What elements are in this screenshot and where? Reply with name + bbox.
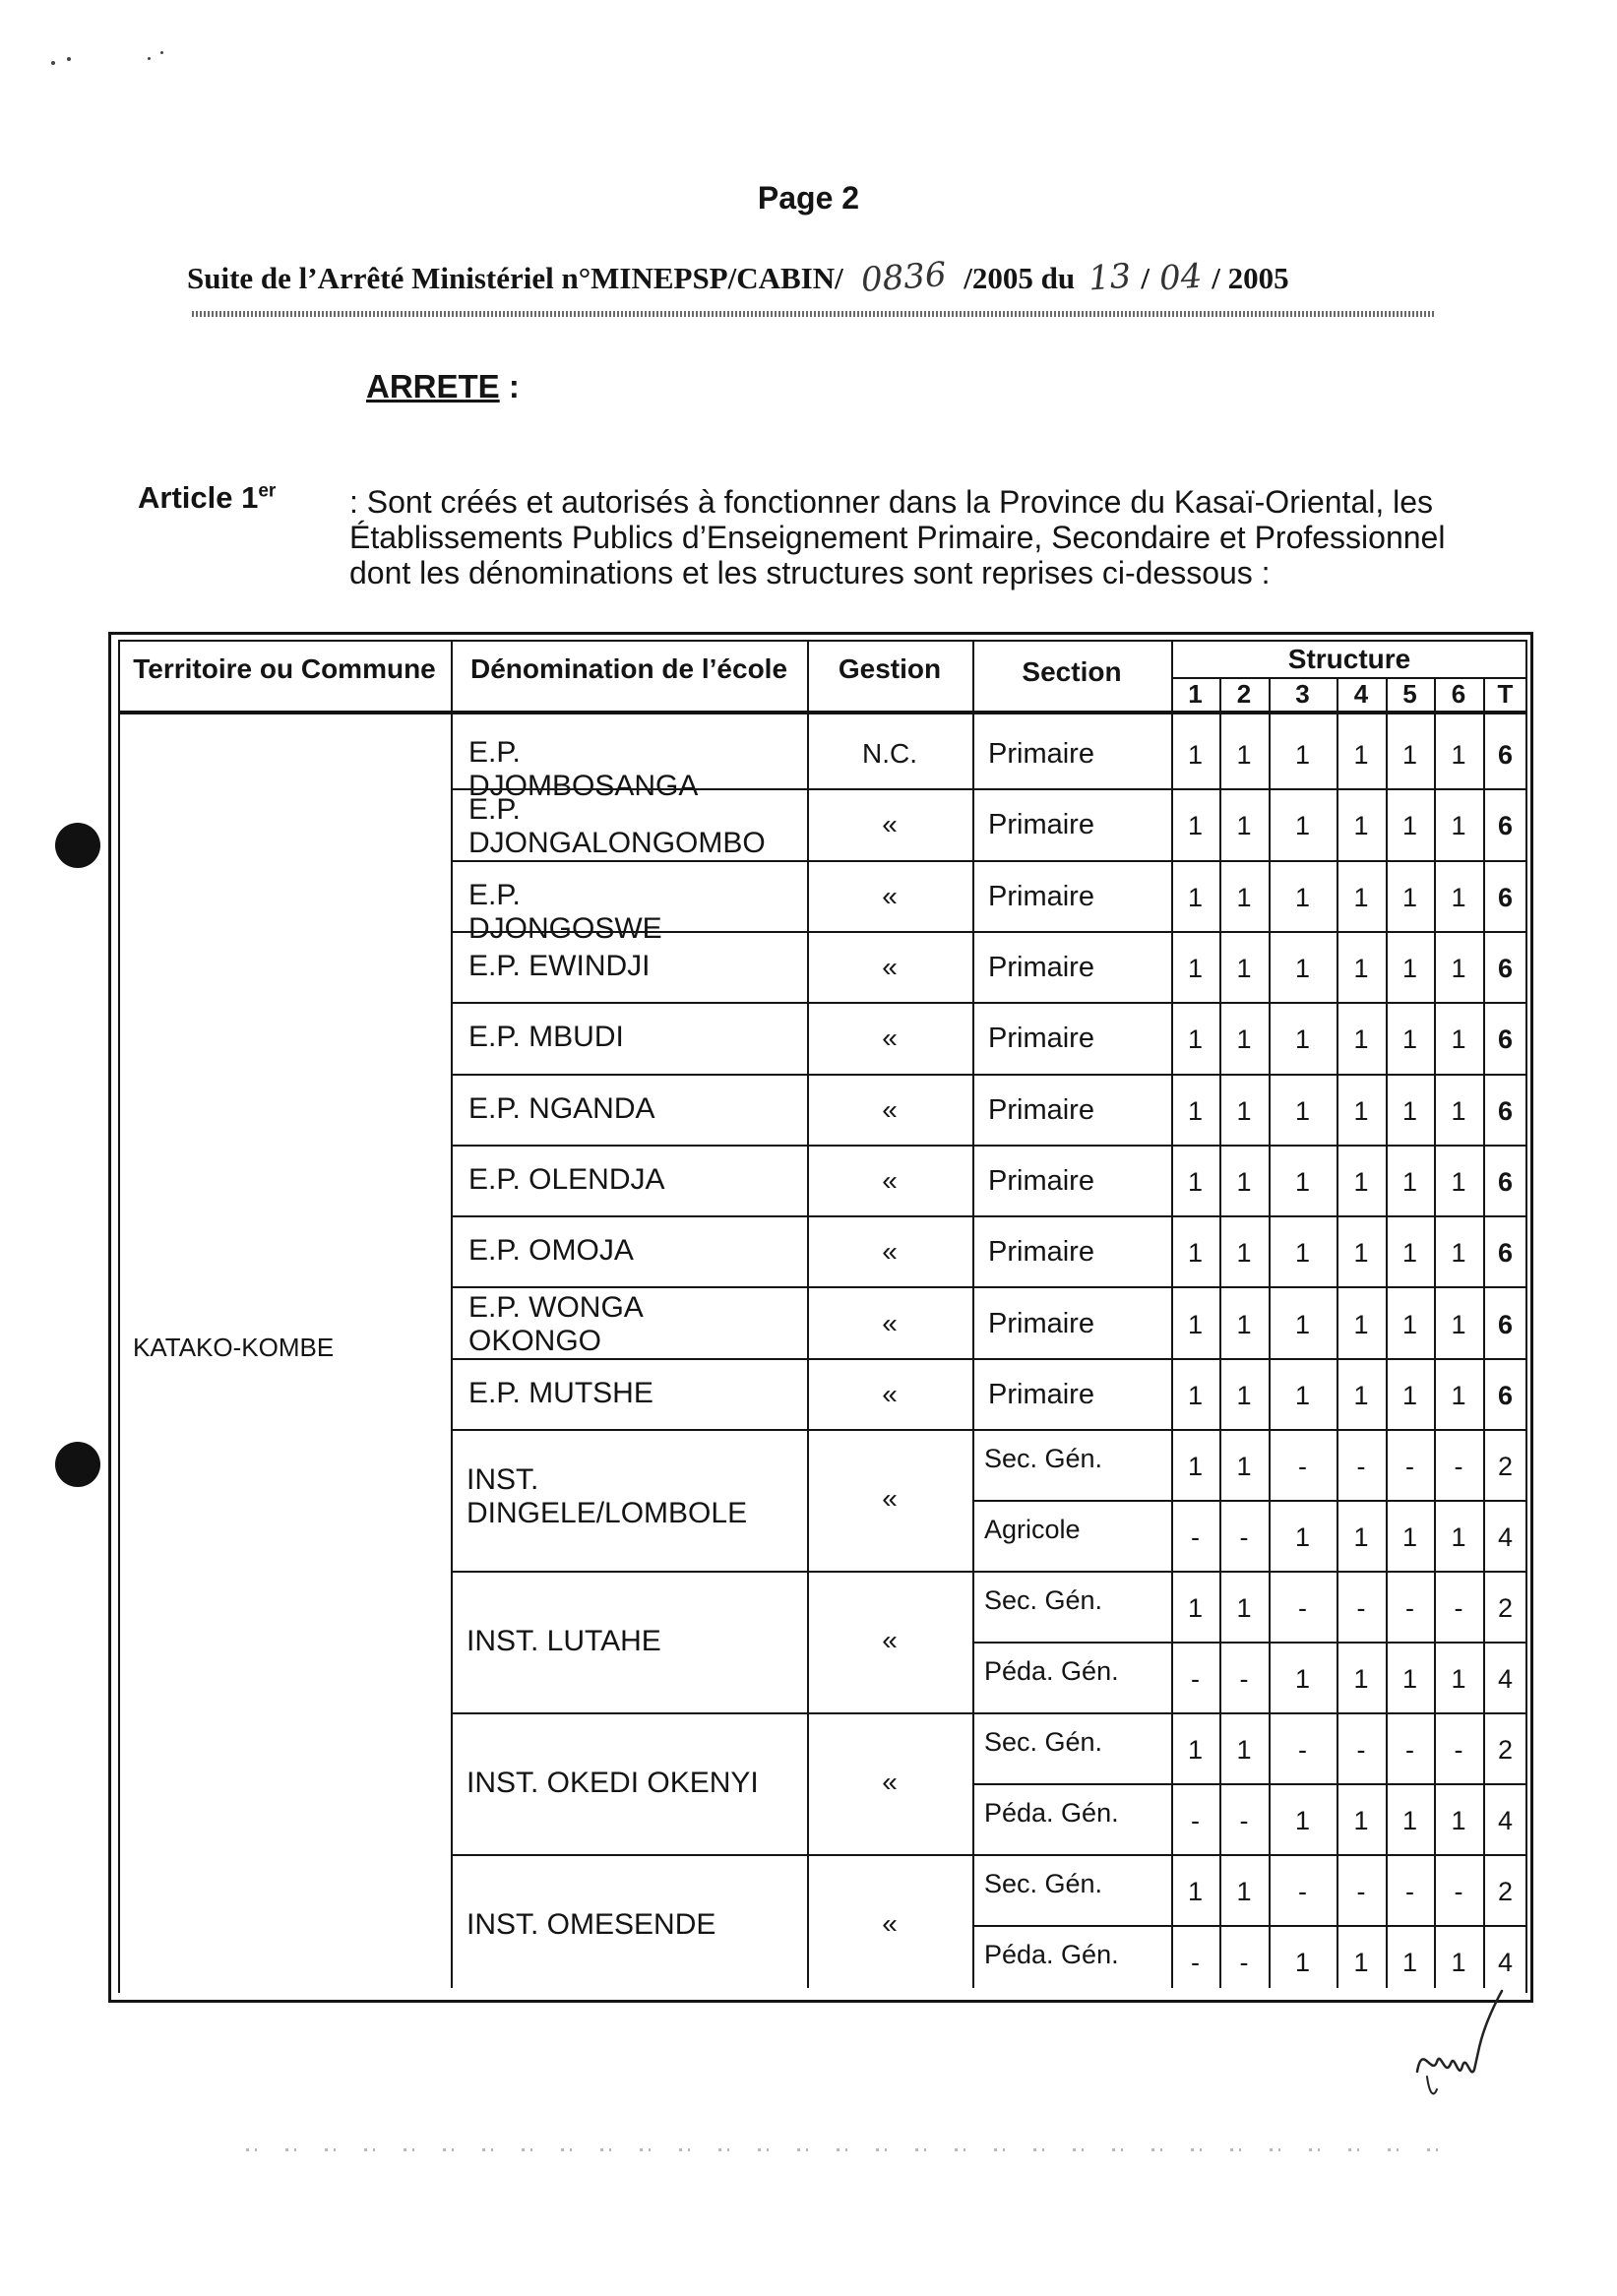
structure-cell: 1 bbox=[1236, 1309, 1252, 1339]
structure-cell: 1 bbox=[1236, 740, 1252, 771]
structure-cell: - bbox=[1191, 1664, 1200, 1694]
arrete-year-segment: /2005 du bbox=[964, 261, 1076, 295]
scan-speck bbox=[51, 61, 55, 65]
structure-cell: 1 bbox=[1401, 1166, 1418, 1197]
header-structure-col-6: 6 bbox=[1451, 679, 1466, 709]
section-value: Péda. Gén. bbox=[984, 1798, 1119, 1828]
section-value: Sec. Gén. bbox=[984, 1585, 1103, 1615]
section-value: Primaire bbox=[988, 1164, 1094, 1197]
structure-cell: 1 bbox=[1451, 1380, 1466, 1410]
gestion-value: « bbox=[882, 1023, 898, 1054]
section-value: Péda. Gén. bbox=[984, 1656, 1119, 1686]
structure-total: 4 bbox=[1497, 1522, 1514, 1552]
structure-cell: 1 bbox=[1187, 1309, 1204, 1339]
structure-cell: - bbox=[1191, 1806, 1200, 1835]
structure-cell: 1 bbox=[1236, 1095, 1252, 1126]
structure-total: 6 bbox=[1497, 1380, 1514, 1410]
header-denomination: Dénomination de l’école bbox=[469, 653, 788, 684]
structure-cell: 1 bbox=[1236, 1735, 1252, 1765]
structure-cell: 1 bbox=[1353, 740, 1369, 771]
structure-cell: 1 bbox=[1401, 1095, 1418, 1126]
territoire-name: KATAKO-KOMBE bbox=[133, 1333, 335, 1362]
structure-cell: 1 bbox=[1236, 1452, 1252, 1481]
structure-cell: 1 bbox=[1451, 1238, 1466, 1269]
structure-cell: - bbox=[1191, 1522, 1200, 1552]
school-name: INST. OMESENDE bbox=[466, 1908, 716, 1941]
structure-cell: 1 bbox=[1294, 882, 1311, 912]
structure-cell: 1 bbox=[1353, 954, 1369, 984]
table-row-divider bbox=[451, 1571, 1527, 1573]
section-row-divider bbox=[972, 1500, 1527, 1502]
structure-total: 4 bbox=[1497, 1664, 1514, 1694]
table-column-divider bbox=[972, 640, 974, 1988]
structure-cell: 1 bbox=[1401, 882, 1418, 912]
structure-cell: - bbox=[1298, 1877, 1307, 1906]
table-row-divider bbox=[451, 1286, 1527, 1288]
structure-total: 2 bbox=[1497, 1735, 1514, 1765]
structure-cell: 1 bbox=[1187, 882, 1204, 912]
structure-cell: 1 bbox=[1451, 1095, 1466, 1126]
structure-total: 6 bbox=[1497, 1166, 1514, 1197]
article-label bbox=[138, 480, 276, 516]
structure-cell: - bbox=[1356, 1877, 1366, 1906]
gestion-value: « bbox=[882, 1378, 898, 1409]
scan-noise-line bbox=[246, 2148, 1447, 2151]
structure-cell: 1 bbox=[1451, 1309, 1466, 1339]
gestion-value: « bbox=[882, 880, 898, 911]
structure-cell: 1 bbox=[1236, 1238, 1252, 1269]
section-value: Sec. Gén. bbox=[984, 1869, 1103, 1898]
structure-cell: - bbox=[1356, 1735, 1366, 1765]
gestion-value: « bbox=[882, 1625, 898, 1655]
section-value: Primaire bbox=[988, 952, 1094, 984]
header-structure-col-T: T bbox=[1497, 679, 1514, 709]
structure-total: 6 bbox=[1497, 1024, 1514, 1055]
structure-cell: - bbox=[1239, 1948, 1249, 1977]
structure-cell: 1 bbox=[1451, 1948, 1466, 1977]
structure-total: 4 bbox=[1497, 1806, 1514, 1835]
header-gestion: Gestion bbox=[838, 653, 942, 684]
structure-cell: 1 bbox=[1353, 1806, 1369, 1835]
structure-cell: 1 bbox=[1294, 1380, 1311, 1410]
school-name: INST. LUTAHE bbox=[466, 1625, 661, 1657]
section-value: Péda. Gén. bbox=[984, 1940, 1119, 1969]
structure-cell: - bbox=[1298, 1735, 1307, 1765]
section-value: Primaire bbox=[988, 738, 1094, 771]
structure-cell: 1 bbox=[1236, 1024, 1252, 1055]
structure-cell: - bbox=[1454, 1735, 1463, 1765]
structure-cell: 1 bbox=[1294, 1024, 1311, 1055]
header-dotted-rule bbox=[192, 311, 1434, 317]
gestion-value: « bbox=[882, 952, 898, 983]
structure-cell: 1 bbox=[1187, 1166, 1204, 1197]
section-value: Primaire bbox=[988, 809, 1094, 841]
structure-cell: - bbox=[1298, 1452, 1307, 1481]
structure-total: 4 bbox=[1497, 1948, 1514, 1977]
structure-cell: 1 bbox=[1353, 1522, 1369, 1552]
section-value: Primaire bbox=[988, 1307, 1094, 1339]
header-structure-col-2: 2 bbox=[1236, 679, 1252, 709]
school-name: INST. DINGELE/LOMBOLE bbox=[466, 1463, 748, 1529]
article-text: : Sont créés et autorisés à fonctionner dans la Province du Kasaï-Oriental, les Établissements Publics d’Enseignement Primaire, Secondaire et Professionnel dont les dénominations et les structures sont reprises ci-dessous : bbox=[349, 484, 1446, 590]
article-label-sup: er bbox=[258, 480, 277, 502]
table-row-divider bbox=[451, 1074, 1527, 1076]
structure-cell: 1 bbox=[1401, 1522, 1418, 1552]
structure-cell: 1 bbox=[1187, 1238, 1204, 1269]
structure-cell: 1 bbox=[1187, 1877, 1204, 1906]
structure-cell: 1 bbox=[1451, 882, 1466, 912]
gestion-value: « bbox=[882, 809, 898, 840]
section-value: Primaire bbox=[988, 1236, 1094, 1269]
structure-cell: 1 bbox=[1401, 1380, 1418, 1410]
structure-total: 6 bbox=[1497, 740, 1514, 771]
structure-cell: - bbox=[1454, 1593, 1463, 1623]
header-structure-col-5: 5 bbox=[1402, 679, 1417, 709]
section-row-divider bbox=[972, 1783, 1527, 1785]
school-name: E.P. MUTSHE bbox=[468, 1376, 653, 1409]
structure-cell: 1 bbox=[1451, 1522, 1466, 1552]
structure-cell: 1 bbox=[1451, 954, 1466, 984]
gestion-value: « bbox=[882, 1164, 898, 1196]
structure-cell: 1 bbox=[1236, 1166, 1252, 1197]
table-inner-border-top bbox=[118, 640, 1527, 642]
structure-cell: 1 bbox=[1401, 1309, 1418, 1339]
header-structure-col-4: 4 bbox=[1353, 679, 1369, 709]
structure-cell: - bbox=[1405, 1452, 1414, 1481]
section-value: Primaire bbox=[988, 1023, 1094, 1055]
structure-cell: - bbox=[1298, 1593, 1307, 1623]
structure-cell: 1 bbox=[1236, 1877, 1252, 1906]
school-name: E.P. NGANDA bbox=[468, 1091, 655, 1125]
arrete-year-end: / 2005 bbox=[1212, 261, 1289, 295]
page-number: Page 2 bbox=[757, 180, 860, 216]
structure-total: 6 bbox=[1497, 954, 1514, 984]
structure-cell: 1 bbox=[1236, 1593, 1252, 1623]
structure-cell: 1 bbox=[1294, 1664, 1311, 1694]
structure-cell: 1 bbox=[1294, 1238, 1311, 1269]
structure-cell: 1 bbox=[1294, 1309, 1311, 1339]
structure-cell: 1 bbox=[1401, 1806, 1418, 1835]
gestion-value: « bbox=[882, 1908, 898, 1939]
gestion-value: « bbox=[882, 1307, 898, 1338]
structure-total: 2 bbox=[1497, 1593, 1514, 1623]
punch-hole bbox=[55, 1442, 100, 1487]
header-structure-col-3: 3 bbox=[1295, 679, 1310, 709]
structure-cell: 1 bbox=[1353, 1664, 1369, 1694]
section-value: Primaire bbox=[988, 1093, 1094, 1126]
handwritten-month: 04 bbox=[1157, 256, 1204, 299]
table-row-divider bbox=[451, 1002, 1527, 1004]
structure-cell: 1 bbox=[1451, 740, 1466, 771]
article-label-text: Article 1 bbox=[138, 480, 259, 515]
structure-cell: 1 bbox=[1294, 1095, 1311, 1126]
structure-cell: 1 bbox=[1294, 954, 1311, 984]
school-name: E.P. DJOMBOSANGA bbox=[468, 736, 699, 803]
school-name: INST. OKEDI OKENYI bbox=[466, 1767, 759, 1799]
section-value: Primaire bbox=[988, 880, 1094, 912]
structure-cell: - bbox=[1239, 1664, 1249, 1694]
structure-cell: 1 bbox=[1353, 1166, 1369, 1197]
table-row-divider bbox=[451, 1429, 1527, 1431]
handwritten-arrete-number: 0836 bbox=[859, 255, 948, 300]
structure-total: 6 bbox=[1497, 1238, 1514, 1269]
structure-cell: - bbox=[1405, 1735, 1414, 1765]
structure-cell: 1 bbox=[1451, 1024, 1466, 1055]
structure-cell: 1 bbox=[1187, 954, 1204, 984]
signature bbox=[1407, 1983, 1516, 2111]
structure-total: 6 bbox=[1497, 1095, 1514, 1126]
arrete-title: ARRETE bbox=[366, 368, 500, 404]
structure-cell: 1 bbox=[1236, 882, 1252, 912]
scan-speck bbox=[67, 57, 71, 61]
structure-cell: 1 bbox=[1451, 1166, 1466, 1197]
header-section: Section bbox=[1022, 656, 1122, 687]
handwritten-day: 13 bbox=[1087, 256, 1133, 299]
structure-cell: 1 bbox=[1294, 1166, 1311, 1197]
section-row-divider bbox=[972, 1925, 1527, 1927]
school-name: E.P. DJONGOSWE bbox=[468, 878, 662, 945]
gestion-value: N.C. bbox=[862, 738, 917, 770]
arrete-colon: : bbox=[499, 368, 520, 404]
gestion-value: « bbox=[882, 1483, 898, 1514]
structure-total: 6 bbox=[1497, 1309, 1514, 1339]
header-bottom-rule bbox=[118, 711, 1527, 714]
table-row-divider bbox=[451, 1215, 1527, 1217]
structure-cell: 1 bbox=[1401, 954, 1418, 984]
structure-total: 2 bbox=[1497, 1877, 1514, 1906]
date-separator: / bbox=[1141, 261, 1151, 295]
structure-cell: 1 bbox=[1294, 1806, 1311, 1835]
structure-cell: 1 bbox=[1353, 811, 1369, 841]
section-value: Sec. Gén. bbox=[984, 1727, 1103, 1757]
structure-cell: 1 bbox=[1294, 1948, 1311, 1977]
structure-cell: 1 bbox=[1187, 811, 1204, 841]
school-name: E.P. OMOJA bbox=[468, 1234, 634, 1268]
structure-cell: 1 bbox=[1401, 740, 1418, 771]
structure-cell: 1 bbox=[1236, 1380, 1252, 1410]
structure-cell: 1 bbox=[1187, 740, 1204, 771]
structure-cell: 1 bbox=[1294, 740, 1311, 771]
structure-cell: 1 bbox=[1187, 1593, 1204, 1623]
structure-cell: 1 bbox=[1401, 811, 1418, 841]
table-column-divider bbox=[451, 640, 453, 1988]
structure-cell: 1 bbox=[1451, 811, 1466, 841]
school-name: E.P. MBUDI bbox=[468, 1021, 624, 1054]
table-row-divider bbox=[451, 1854, 1527, 1856]
arrete-reference-prefix: Suite de l’Arrêté Ministériel n°MINEPSP/CABIN/ bbox=[187, 261, 843, 295]
structure-cell: 1 bbox=[1236, 954, 1252, 984]
scan-speck bbox=[160, 51, 163, 54]
punch-hole bbox=[55, 823, 100, 868]
structure-cell: 1 bbox=[1401, 1948, 1418, 1977]
structure-cell: 1 bbox=[1187, 1452, 1204, 1481]
structure-cell: 1 bbox=[1187, 1024, 1204, 1055]
structure-cell: - bbox=[1454, 1877, 1463, 1906]
structure-cell: 1 bbox=[1401, 1238, 1418, 1269]
gestion-value: « bbox=[882, 1767, 898, 1797]
structure-cell: 1 bbox=[1451, 1806, 1466, 1835]
structure-cell: 1 bbox=[1353, 1380, 1369, 1410]
structure-cell: 1 bbox=[1294, 1522, 1311, 1552]
arrete-heading bbox=[366, 368, 520, 405]
section-value: Sec. Gén. bbox=[984, 1444, 1103, 1473]
gestion-value: « bbox=[882, 1236, 898, 1268]
school-name: E.P. DJONGALONGOMBO bbox=[468, 793, 766, 860]
structure-cell: 1 bbox=[1353, 1024, 1369, 1055]
structure-cell: 1 bbox=[1353, 1095, 1369, 1126]
scan-speck bbox=[148, 57, 151, 60]
header-structure-col-1: 1 bbox=[1188, 679, 1203, 709]
structure-cell: - bbox=[1239, 1522, 1249, 1552]
arrete-reference-line bbox=[187, 255, 1289, 300]
structure-total: 2 bbox=[1497, 1452, 1514, 1481]
school-name: E.P. OLENDJA bbox=[468, 1162, 665, 1196]
structure-total: 6 bbox=[1497, 882, 1514, 912]
structure-total: 6 bbox=[1497, 811, 1514, 841]
header-territoire: Territoire ou Commune bbox=[133, 653, 436, 684]
section-value: Agricole bbox=[984, 1515, 1081, 1544]
structure-cell: 1 bbox=[1353, 1309, 1369, 1339]
structure-cell: 1 bbox=[1294, 811, 1311, 841]
structure-cell: - bbox=[1356, 1452, 1366, 1481]
structure-cell: 1 bbox=[1353, 882, 1369, 912]
table-row-divider bbox=[451, 1145, 1527, 1147]
structure-cell: 1 bbox=[1187, 1735, 1204, 1765]
gestion-value: « bbox=[882, 1093, 898, 1125]
header-structure: Structure bbox=[1287, 644, 1411, 674]
school-name: E.P. WONGA OKONGO bbox=[468, 1291, 643, 1358]
structure-cell: - bbox=[1191, 1948, 1200, 1977]
structure-cell: 1 bbox=[1401, 1024, 1418, 1055]
structure-cell: - bbox=[1405, 1593, 1414, 1623]
structure-cell: 1 bbox=[1187, 1095, 1204, 1126]
section-row-divider bbox=[972, 1642, 1527, 1644]
structure-cell: 1 bbox=[1401, 1664, 1418, 1694]
school-name: E.P. EWINDJI bbox=[468, 950, 651, 983]
structure-cell: 1 bbox=[1236, 811, 1252, 841]
structure-cell: - bbox=[1454, 1452, 1463, 1481]
section-value: Primaire bbox=[988, 1378, 1094, 1410]
structure-cell: - bbox=[1239, 1806, 1249, 1835]
structure-cell: - bbox=[1405, 1877, 1414, 1906]
structure-cell: 1 bbox=[1451, 1664, 1466, 1694]
structure-cell: - bbox=[1356, 1593, 1366, 1623]
table-row-divider bbox=[451, 1712, 1527, 1714]
table-inner-border-left bbox=[118, 640, 120, 1993]
structure-cell: 1 bbox=[1353, 1948, 1369, 1977]
structure-cell: 1 bbox=[1187, 1380, 1204, 1410]
structure-cell: 1 bbox=[1353, 1238, 1369, 1269]
